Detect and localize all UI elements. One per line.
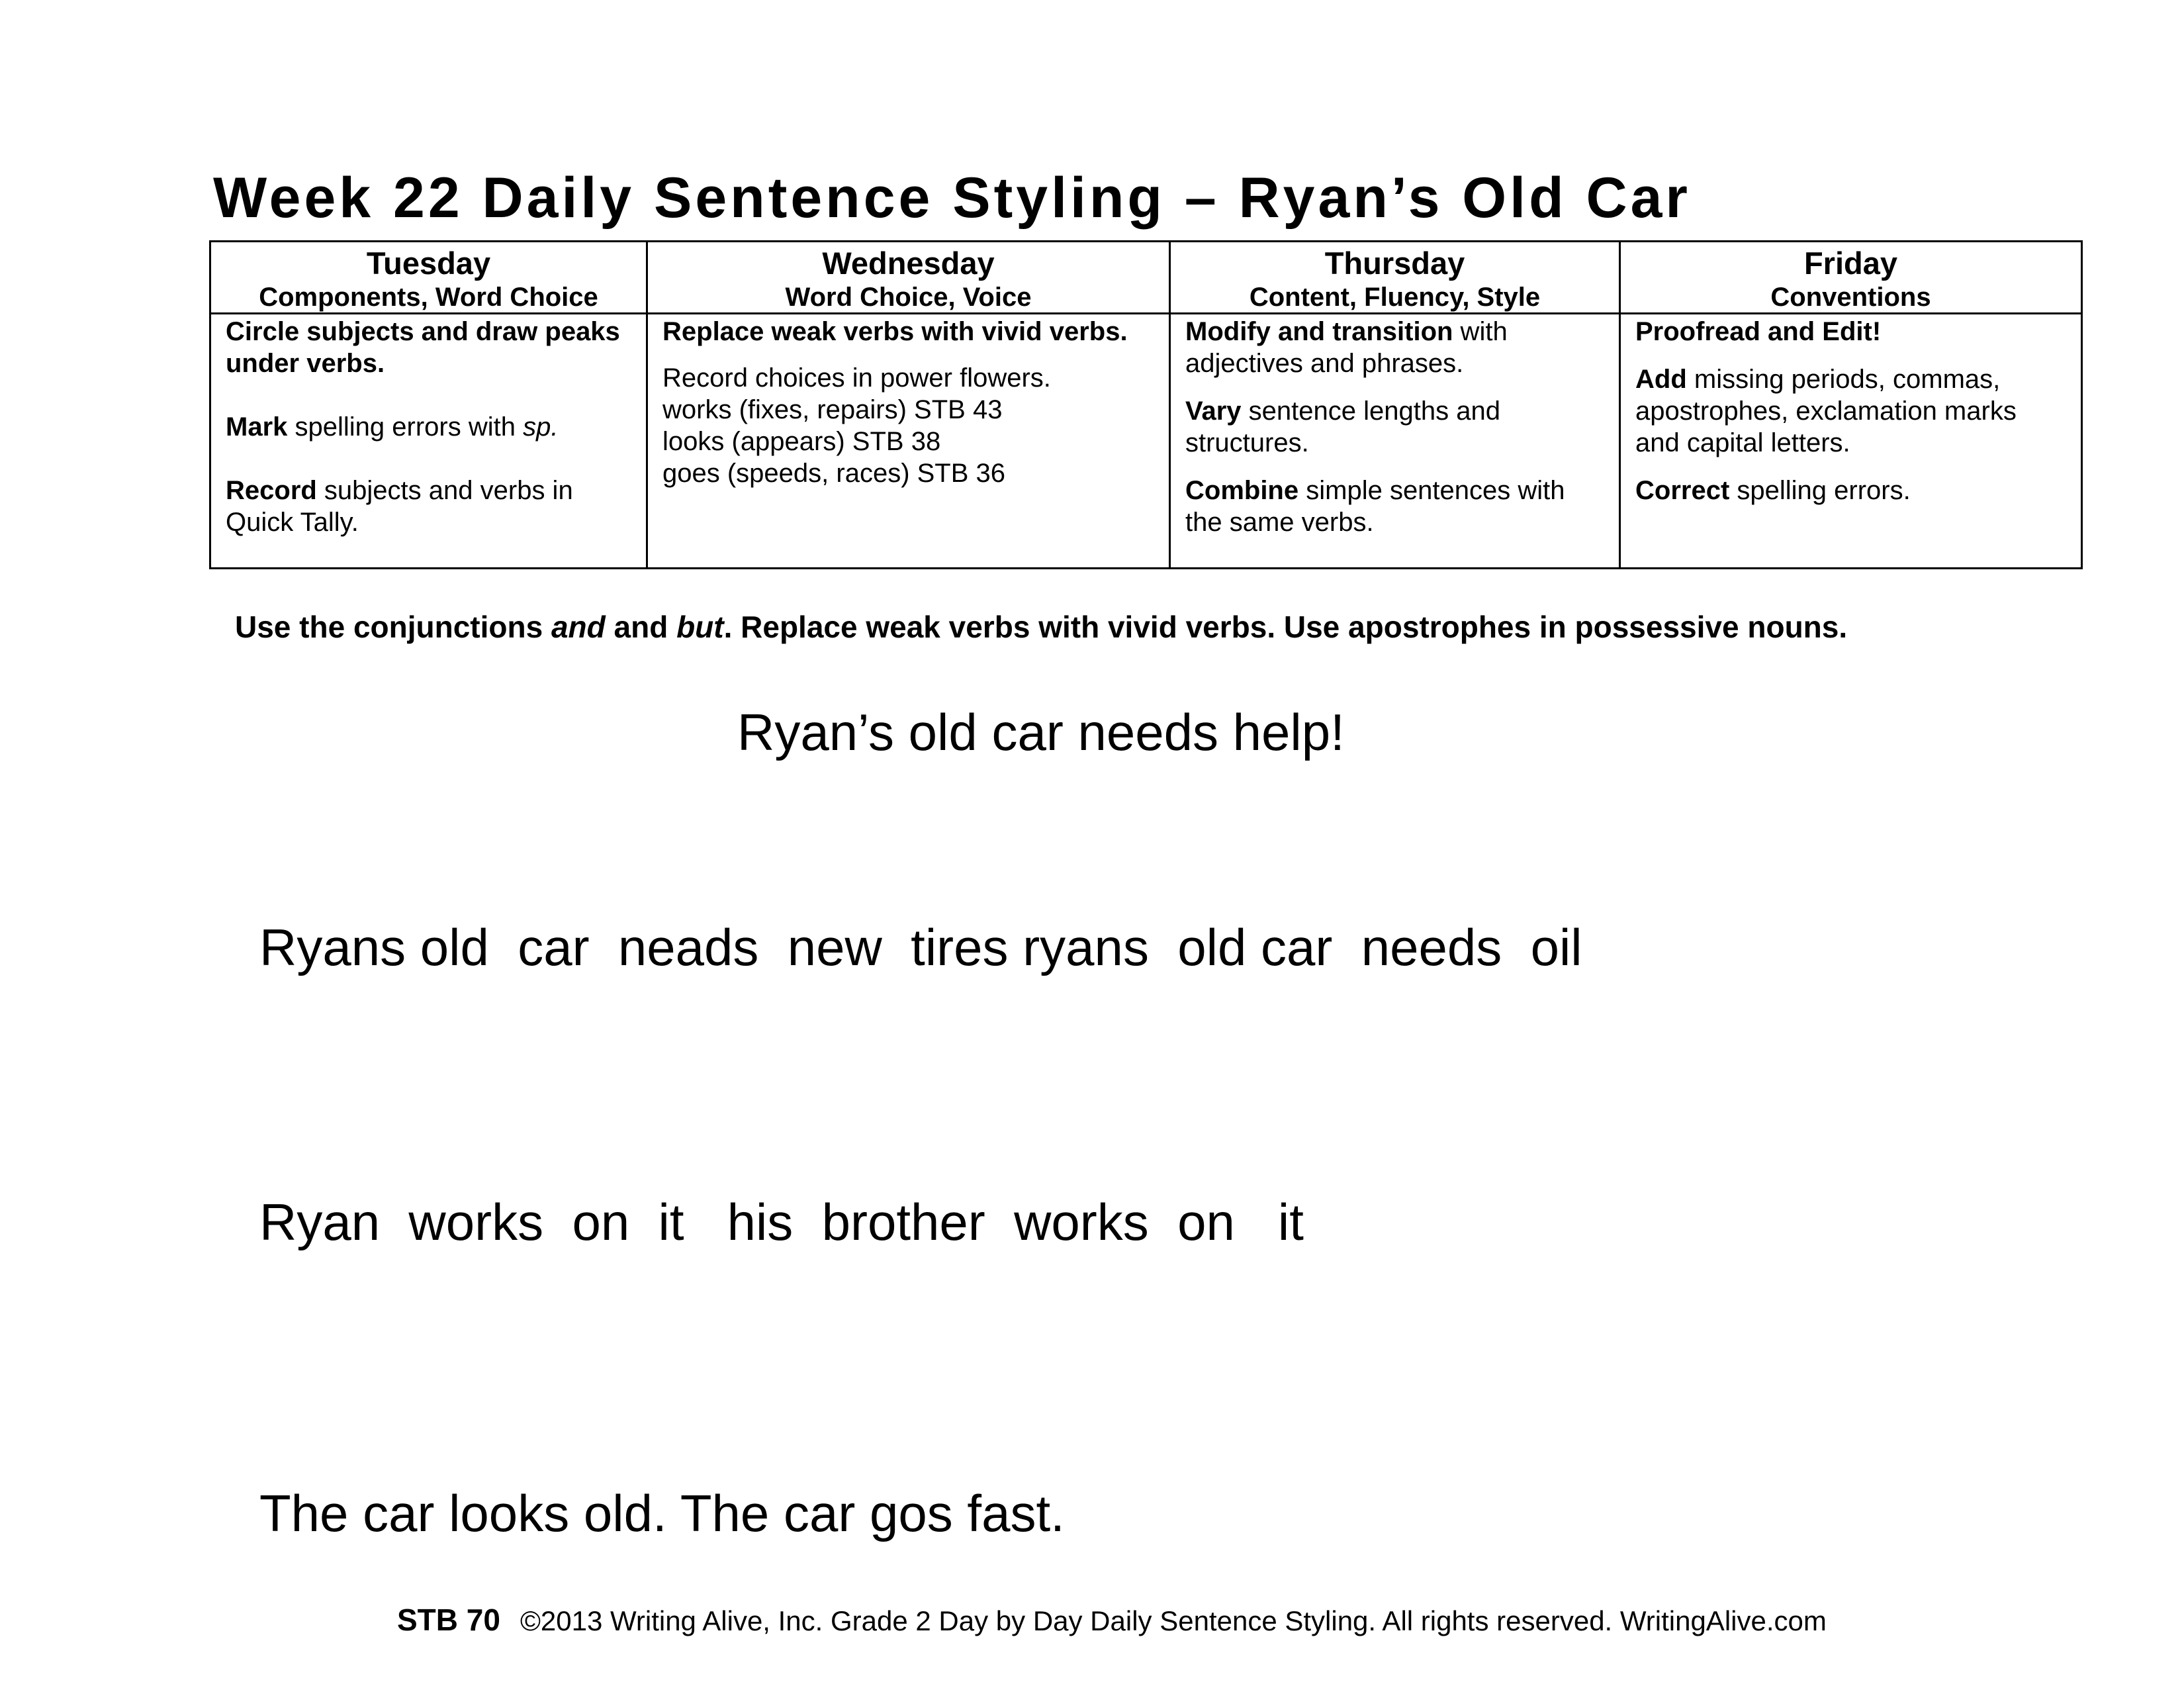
table-body-row [210, 314, 2082, 569]
instruction-text: subjects and verbs in Quick Tally. [226, 476, 573, 537]
thursday-instructions [1170, 314, 1620, 569]
instruction-line: goes (speeds, races) STB 36 [662, 459, 1006, 488]
page-code: STB 70 [397, 1603, 500, 1637]
instruction-bold: Correct [1635, 476, 1730, 505]
day-label: Friday [1803, 246, 1898, 281]
instruction-line [1635, 475, 2066, 506]
focus-label: Word Choice, Voice [785, 283, 1032, 312]
focus-label: Content, Fluency, Style [1249, 283, 1541, 312]
instruction-text: with adjectives and phrases. [1185, 317, 1508, 378]
instruction-bold: Add [1635, 365, 1687, 394]
tuesday-instructions [210, 314, 647, 569]
model-sentence: Ryan’s old car needs help! [737, 703, 1345, 761]
practice-sentence-2: Ryan works on it his brother works on it [259, 1193, 1304, 1251]
instruction-text: missing periods, commas, apostrophes, exclamation marks and capital letters. [1635, 365, 2017, 457]
focus-label: Conventions [1770, 283, 1931, 312]
instruction-bold: Modify and transition [1185, 317, 1453, 346]
instruction-line [226, 475, 631, 538]
instruction-bold: Proofread and Edit! [1635, 317, 1882, 346]
directions-italic: and [551, 610, 606, 644]
instruction-line [226, 316, 631, 379]
header-thursday [1170, 242, 1620, 314]
instruction-bold: Record [226, 476, 317, 505]
instruction-line: works (fixes, repairs) STB 43 [662, 395, 1003, 424]
instruction-text: spelling errors. [1729, 476, 1911, 505]
header-wednesday [647, 242, 1170, 314]
instruction-text: spelling errors with [287, 412, 523, 442]
instruction-line [1185, 316, 1604, 379]
instruction-line [1635, 363, 2066, 459]
instruction-text: sentence lengths and structures. [1185, 397, 1500, 457]
practice-sentence-1: Ryans old car neads new tires ryans old car needs oil [259, 918, 1582, 976]
instruction-line [1635, 316, 2066, 348]
page-footer [397, 1602, 1827, 1638]
table-header-row [210, 242, 2082, 314]
instruction-line [1185, 395, 1604, 459]
friday-instructions [1620, 314, 2082, 569]
day-label: Thursday [1324, 246, 1465, 281]
directions-part: Use the conjunctions [235, 610, 551, 644]
weekly-schedule-table [209, 240, 2083, 569]
directions-text [235, 609, 1847, 645]
instruction-line: Record choices in power flowers. [662, 363, 1051, 393]
instruction-line [662, 316, 1154, 348]
header-tuesday [210, 242, 647, 314]
instruction-line: looks (appears) STB 38 [662, 427, 941, 456]
directions-italic: but [676, 610, 724, 644]
header-friday [1620, 242, 2082, 314]
instruction-bold: Vary [1185, 397, 1242, 426]
day-label: Tuesday [366, 246, 491, 281]
directions-part: . Replace weak verbs with vivid verbs. Use apostrophes in possessive nouns. [723, 610, 1848, 644]
focus-label: Components, Word Choice [259, 283, 598, 312]
practice-sentence-3: The car looks old. The car gos fast. [259, 1484, 1065, 1542]
instruction-bold: Circle subjects and draw peaks under verbs. [226, 317, 620, 378]
instruction-bold: Combine [1185, 476, 1299, 505]
instruction-italic: sp. [523, 412, 559, 442]
instruction-line [226, 411, 631, 443]
wednesday-instructions [647, 314, 1170, 569]
day-label: Wednesday [822, 246, 995, 281]
page-title: Week 22 Daily Sentence Styling – Ryan’s Old Car [213, 166, 1691, 230]
copyright-text: ©2013 Writing Alive, Inc. Grade 2 Day by Day Daily Sentence Styling. All rights reserved. WritingAlive.com [520, 1605, 1827, 1636]
directions-part: and [605, 610, 677, 644]
instruction-line [1185, 475, 1604, 538]
instruction-text: simple sentences with the same verbs. [1185, 476, 1565, 537]
instruction-bold: Mark [226, 412, 288, 442]
instruction-bold: Replace weak verbs with vivid verbs. [662, 317, 1128, 346]
